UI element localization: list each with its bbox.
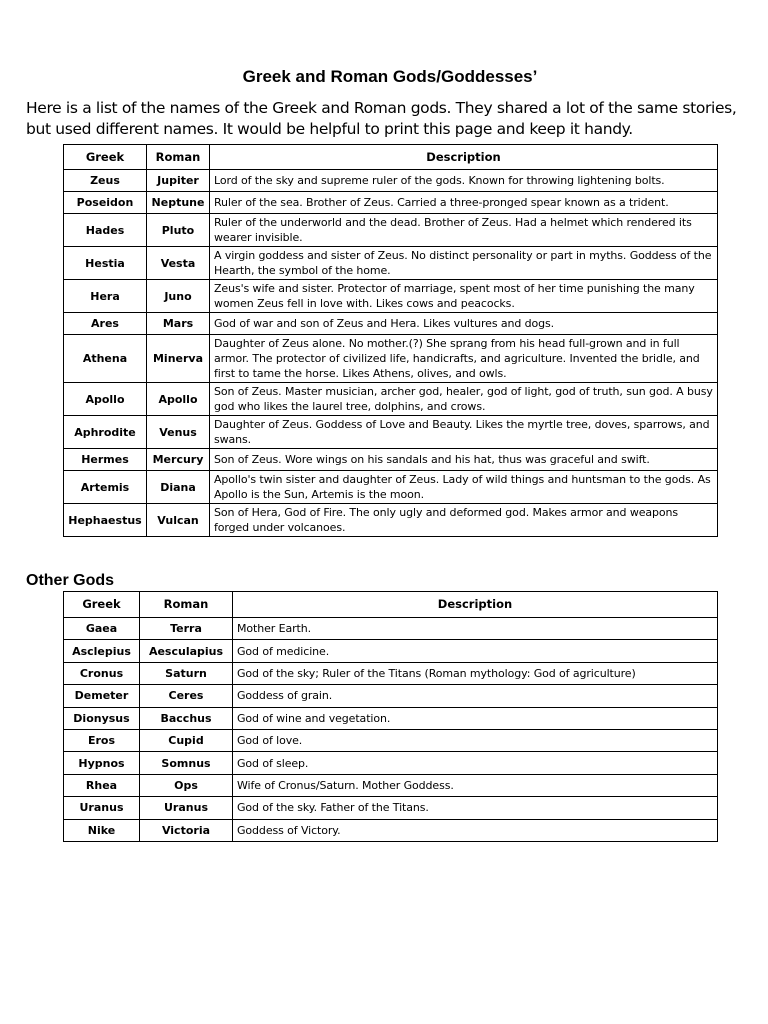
description: Ruler of the sea. Brother of Zeus. Carried a three-pronged spear known as a trident.: [210, 192, 718, 214]
roman-name: Vulcan: [147, 504, 210, 537]
description: God of love.: [233, 729, 718, 751]
description: Son of Zeus. Wore wings on his sandals and his hat, thus was graceful and swift.: [210, 449, 718, 471]
roman-name: Mercury: [147, 449, 210, 471]
table-row: [64, 449, 718, 471]
greek-name: Hera: [64, 280, 147, 313]
roman-name: Uranus: [140, 797, 233, 819]
table-row: [64, 729, 718, 751]
description: God of war and son of Zeus and Hera. Likes vultures and dogs.: [210, 313, 718, 335]
greek-name: Zeus: [64, 170, 147, 192]
greek-name: Hypnos: [64, 752, 140, 774]
roman-name: Cupid: [140, 729, 233, 751]
description: Son of Hera, God of Fire. The only ugly and deformed god. Makes armor and weapons forged under volcanoes.: [210, 504, 718, 537]
description: Ruler of the underworld and the dead. Brother of Zeus. Had a helmet which rendered its wearer invisible.: [210, 214, 718, 247]
description: God of sleep.: [233, 752, 718, 774]
roman-name: Ops: [140, 774, 233, 796]
roman-name: Jupiter: [147, 170, 210, 192]
roman-name: Ceres: [140, 685, 233, 707]
roman-name: Neptune: [147, 192, 210, 214]
description: Lord of the sky and supreme ruler of the gods. Known for throwing lightening bolts.: [210, 170, 718, 192]
greek-name: Rhea: [64, 774, 140, 796]
table-row: [64, 685, 718, 707]
table-row: [64, 707, 718, 729]
gods-table: [63, 144, 718, 537]
greek-name: Hephaestus: [64, 504, 147, 537]
column-header-greek: Greek: [64, 592, 140, 618]
description: Daughter of Zeus. Goddess of Love and Beauty. Likes the myrtle tree, doves, sparrows, and swans.: [210, 416, 718, 449]
description: Goddess of grain.: [233, 685, 718, 707]
column-header-description: Description: [233, 592, 718, 618]
roman-name: Saturn: [140, 662, 233, 684]
greek-name: Dionysus: [64, 707, 140, 729]
description: Zeus's wife and sister. Protector of marriage, spent most of her time punishing the many women Zeus fell in love with. Likes cows and peacocks.: [210, 280, 718, 313]
description: God of wine and vegetation.: [233, 707, 718, 729]
greek-name: Asclepius: [64, 640, 140, 662]
column-header-roman: Roman: [147, 145, 210, 170]
roman-name: Diana: [147, 471, 210, 504]
description: Mother Earth.: [233, 618, 718, 640]
greek-name: Uranus: [64, 797, 140, 819]
table-row: [64, 774, 718, 796]
table-row: [64, 504, 718, 537]
table-row: [64, 280, 718, 313]
greek-name: Athena: [64, 335, 147, 383]
table-row: [64, 618, 718, 640]
column-header-description: Description: [210, 145, 718, 170]
greek-name: Hades: [64, 214, 147, 247]
greek-name: Poseidon: [64, 192, 147, 214]
roman-name: Victoria: [140, 819, 233, 841]
roman-name: Apollo: [147, 383, 210, 416]
other-gods-heading: Other Gods: [26, 572, 115, 589]
greek-name: Ares: [64, 313, 147, 335]
description: Goddess of Victory.: [233, 819, 718, 841]
description: God of the sky. Father of the Titans.: [233, 797, 718, 819]
roman-name: Mars: [147, 313, 210, 335]
roman-name: Vesta: [147, 247, 210, 280]
table-row: [64, 640, 718, 662]
description: God of the sky; Ruler of the Titans (Roman mythology: God of agriculture): [233, 662, 718, 684]
other-gods-table-body: [64, 618, 718, 842]
table-row: [64, 192, 718, 214]
other-gods-table: [63, 591, 718, 842]
table-row: [64, 247, 718, 280]
roman-name: Pluto: [147, 214, 210, 247]
greek-name: Artemis: [64, 471, 147, 504]
roman-name: Minerva: [147, 335, 210, 383]
greek-name: Hestia: [64, 247, 147, 280]
table-row: [64, 662, 718, 684]
roman-name: Somnus: [140, 752, 233, 774]
table-row: [64, 797, 718, 819]
table-row: [64, 819, 718, 841]
roman-name: Venus: [147, 416, 210, 449]
roman-name: Aesculapius: [140, 640, 233, 662]
roman-name: Bacchus: [140, 707, 233, 729]
table-row: [64, 335, 718, 383]
greek-name: Cronus: [64, 662, 140, 684]
description: A virgin goddess and sister of Zeus. No distinct personality or part in myths. Goddess of the Hearth, the symbol of the home.: [210, 247, 718, 280]
description: Daughter of Zeus alone. No mother.(?) She sprang from his head full-grown and in full armor. The protector of civilized life, handicrafts, and agriculture. Invented the bridle, and first to tame the horse. Likes Athens, olives, and owls.: [210, 335, 718, 383]
column-header-roman: Roman: [140, 592, 233, 618]
table-row: [64, 416, 718, 449]
table-row: [64, 313, 718, 335]
greek-name: Aphrodite: [64, 416, 147, 449]
roman-name: Terra: [140, 618, 233, 640]
table-header-row: [64, 145, 718, 170]
greek-name: Nike: [64, 819, 140, 841]
greek-name: Apollo: [64, 383, 147, 416]
greek-name: Demeter: [64, 685, 140, 707]
table-row: [64, 752, 718, 774]
table-row: [64, 471, 718, 504]
table-row: [64, 383, 718, 416]
description: Son of Zeus. Master musician, archer god, healer, god of light, god of truth, sun god. A busy god who likes the laurel tree, dolphins, and crows.: [210, 383, 718, 416]
description: God of medicine.: [233, 640, 718, 662]
greek-name: Hermes: [64, 449, 147, 471]
greek-name: Eros: [64, 729, 140, 751]
intro-paragraph: Here is a list of the names of the Greek and Roman gods. They shared a lot of the same stories, but used different names. It would be helpful to print this page and keep it handy.: [26, 99, 737, 138]
description: Apollo's twin sister and daughter of Zeus. Lady of wild things and huntsman to the gods. As Apollo is the Sun, Artemis is the moon.: [210, 471, 718, 504]
table-row: [64, 170, 718, 192]
table-header-row: [64, 592, 718, 618]
gods-table-body: [64, 170, 718, 537]
description: Wife of Cronus/Saturn. Mother Goddess.: [233, 774, 718, 796]
table-row: [64, 214, 718, 247]
page-title: Greek and Roman Gods/Goddesses’: [242, 67, 538, 86]
column-header-greek: Greek: [64, 145, 147, 170]
roman-name: Juno: [147, 280, 210, 313]
greek-name: Gaea: [64, 618, 140, 640]
